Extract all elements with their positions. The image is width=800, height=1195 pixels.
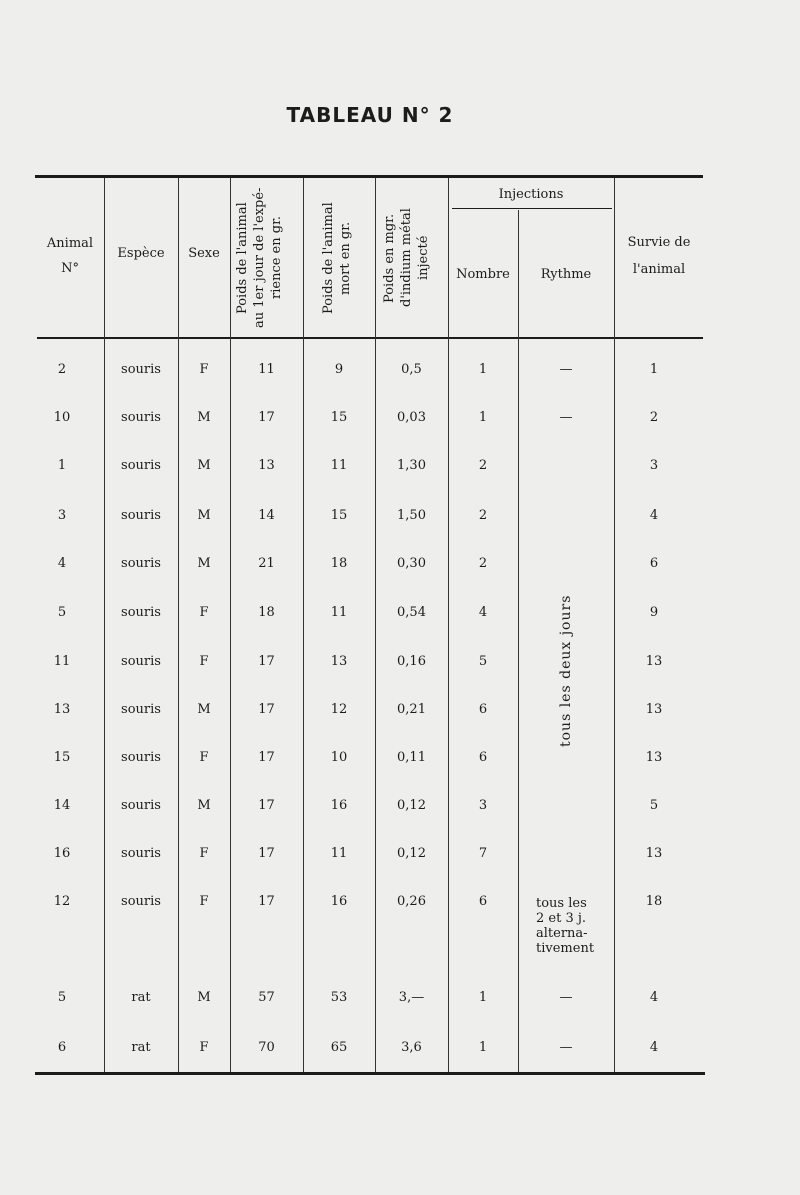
- cell-indium: 1,50: [397, 508, 426, 523]
- cell-rythme: —: [559, 410, 573, 425]
- table-row: [0, 702, 800, 722]
- cell-survie: 4: [649, 990, 659, 1005]
- cell-survie: 1: [649, 362, 659, 377]
- header-sexe: Sexe: [188, 246, 220, 261]
- table-row: [0, 410, 800, 430]
- cell-poids-mort: 65: [330, 1040, 348, 1055]
- cell-animal: 4: [57, 556, 67, 571]
- header-animal-no: N°: [61, 261, 79, 276]
- injections-rule: [452, 208, 612, 209]
- cell-poids-mort: 11: [330, 458, 348, 473]
- cell-espece: souris: [121, 654, 161, 669]
- table-title: TABLEAU N° 2: [286, 103, 454, 127]
- cell-nombre: 2: [478, 556, 488, 571]
- cell-sexe: F: [199, 750, 209, 765]
- cell-poids-mort: 10: [330, 750, 348, 765]
- cell-poids-initial: 17: [258, 750, 275, 765]
- col-divider: [518, 210, 519, 1072]
- cell-poids-initial: 21: [258, 556, 275, 571]
- header-animal-label: Animal: [46, 236, 94, 251]
- cell-sexe: M: [197, 702, 211, 717]
- cell-animal: 2: [57, 362, 67, 377]
- header-nombre: Nombre: [456, 267, 510, 282]
- cell-sexe: M: [197, 798, 211, 813]
- cell-survie: 5: [649, 798, 659, 813]
- cell-survie: 3: [649, 458, 659, 473]
- cell-poids-mort: 18: [330, 556, 348, 571]
- cell-indium: 0,03: [397, 410, 426, 425]
- cell-nombre: 7: [478, 846, 488, 861]
- cell-sexe: F: [199, 1040, 209, 1055]
- cell-espece: souris: [121, 458, 161, 473]
- cell-espece: souris: [121, 750, 161, 765]
- table-row: [0, 990, 800, 1010]
- col-divider: [375, 178, 376, 1072]
- cell-espece: rat: [131, 990, 151, 1005]
- table-row: [0, 1040, 800, 1060]
- cell-animal: 10: [53, 410, 71, 425]
- table-row: [0, 798, 800, 818]
- cell-indium: 0,5: [401, 362, 422, 377]
- cell-nombre: 4: [478, 605, 488, 620]
- cell-animal: 13: [53, 702, 71, 717]
- cell-poids-initial: 11: [258, 362, 275, 377]
- rythme-note: tous les 2 et 3 j. alterna- tivement: [536, 896, 595, 956]
- cell-sexe: M: [197, 990, 211, 1005]
- cell-indium: 3,6: [401, 1040, 422, 1055]
- cell-rythme: —: [559, 1040, 573, 1055]
- table-row: [0, 362, 800, 382]
- cell-sexe: F: [199, 605, 209, 620]
- cell-animal: 6: [57, 1040, 67, 1055]
- cell-espece: souris: [121, 508, 161, 523]
- cell-poids-mort: 53: [330, 990, 348, 1005]
- col-divider: [178, 178, 179, 1072]
- cell-nombre: 2: [478, 508, 488, 523]
- cell-nombre: 2: [478, 458, 488, 473]
- col-divider: [303, 178, 304, 1072]
- cell-espece: souris: [121, 846, 161, 861]
- cell-animal: 5: [57, 990, 67, 1005]
- cell-survie: 2: [649, 410, 659, 425]
- cell-sexe: F: [199, 846, 209, 861]
- cell-indium: 0,16: [397, 654, 426, 669]
- table-row: [0, 556, 800, 576]
- cell-indium: 3,—: [398, 990, 425, 1005]
- cell-espece: souris: [121, 556, 161, 571]
- cell-sexe: F: [199, 654, 209, 669]
- cell-poids-initial: 17: [258, 702, 275, 717]
- cell-espece: souris: [121, 702, 161, 717]
- cell-poids-initial: 70: [258, 1040, 275, 1055]
- cell-rythme: —: [559, 990, 573, 1005]
- header-survie-line1: Survie de: [627, 235, 691, 250]
- cell-animal: 14: [53, 798, 71, 813]
- cell-nombre: 1: [478, 1040, 488, 1055]
- cell-indium: 0,21: [397, 702, 426, 717]
- cell-espece: souris: [121, 894, 161, 909]
- col-divider: [104, 178, 105, 1072]
- header-poids-mort: Poids de l'animal mort en gr.: [321, 202, 353, 314]
- cell-poids-initial: 57: [258, 990, 275, 1005]
- cell-sexe: F: [199, 894, 209, 909]
- header-poids-initial: Poids de l'animal au 1er jour de l'expé- rience en gr.: [235, 187, 284, 329]
- header-rythme: Rythme: [540, 267, 592, 282]
- cell-survie: 18: [645, 894, 663, 909]
- cell-poids-mort: 9: [334, 362, 344, 377]
- cell-animal: 12: [53, 894, 71, 909]
- cell-nombre: 3: [478, 798, 488, 813]
- cell-poids-initial: 14: [258, 508, 275, 523]
- cell-poids-mort: 11: [330, 846, 348, 861]
- cell-animal: 3: [57, 508, 67, 523]
- cell-indium: 1,30: [397, 458, 426, 473]
- cell-poids-initial: 17: [258, 894, 275, 909]
- cell-poids-mort: 13: [330, 654, 348, 669]
- cell-indium: 0,12: [397, 798, 426, 813]
- top-rule: [35, 175, 703, 178]
- header-bottom-rule: [37, 337, 703, 339]
- cell-animal: 5: [57, 605, 67, 620]
- table-row: [0, 750, 800, 770]
- cell-nombre: 1: [478, 410, 488, 425]
- cell-indium: 0,30: [397, 556, 426, 571]
- header-poids-indium: Poids en mgr. d'indium métal injecté: [382, 208, 431, 308]
- cell-poids-mort: 15: [330, 410, 348, 425]
- cell-poids-initial: 17: [258, 798, 275, 813]
- cell-survie: 4: [649, 508, 659, 523]
- table-row: [0, 654, 800, 674]
- cell-espece: souris: [121, 605, 161, 620]
- cell-survie: 9: [649, 605, 659, 620]
- cell-sexe: M: [197, 458, 211, 473]
- cell-poids-mort: 12: [330, 702, 348, 717]
- cell-sexe: M: [197, 556, 211, 571]
- cell-espece: rat: [131, 1040, 151, 1055]
- cell-nombre: 6: [478, 702, 488, 717]
- cell-nombre: 1: [478, 362, 488, 377]
- col-divider: [448, 178, 449, 1072]
- bottom-rule: [35, 1072, 705, 1075]
- cell-nombre: 5: [478, 654, 488, 669]
- table-row: [0, 894, 800, 914]
- cell-survie: 13: [645, 654, 663, 669]
- table-row: [0, 508, 800, 528]
- cell-sexe: M: [197, 508, 211, 523]
- cell-espece: souris: [121, 362, 161, 377]
- table-row: [0, 846, 800, 866]
- cell-survie: 13: [645, 750, 663, 765]
- cell-indium: 0,12: [397, 846, 426, 861]
- table-row: [0, 458, 800, 478]
- cell-indium: 0,54: [397, 605, 426, 620]
- cell-animal: 11: [53, 654, 71, 669]
- rythme-span-text: tous les deux jours: [558, 594, 574, 747]
- header-animal: [36, 236, 104, 276]
- table-row: [0, 605, 800, 625]
- cell-poids-initial: 18: [258, 605, 275, 620]
- cell-poids-mort: 11: [330, 605, 348, 620]
- cell-espece: souris: [121, 410, 161, 425]
- cell-poids-initial: 17: [258, 654, 275, 669]
- col-divider: [230, 178, 231, 1072]
- cell-rythme: —: [559, 362, 573, 377]
- cell-poids-initial: 13: [258, 458, 275, 473]
- header-survie-line2: l'animal: [632, 262, 686, 277]
- cell-poids-mort: 15: [330, 508, 348, 523]
- cell-sexe: M: [197, 410, 211, 425]
- cell-survie: 13: [645, 702, 663, 717]
- cell-survie: 6: [649, 556, 659, 571]
- header-injections: Injections: [498, 187, 564, 202]
- cell-indium: 0,11: [397, 750, 426, 765]
- cell-sexe: F: [199, 362, 209, 377]
- cell-poids-initial: 17: [258, 410, 275, 425]
- header-espece: Espèce: [117, 246, 165, 261]
- cell-poids-mort: 16: [330, 894, 348, 909]
- cell-animal: 1: [57, 458, 67, 473]
- cell-poids-mort: 16: [330, 798, 348, 813]
- cell-indium: 0,26: [397, 894, 426, 909]
- cell-animal: 16: [53, 846, 71, 861]
- cell-survie: 4: [649, 1040, 659, 1055]
- cell-nombre: 1: [478, 990, 488, 1005]
- cell-poids-initial: 17: [258, 846, 275, 861]
- cell-animal: 15: [53, 750, 71, 765]
- cell-nombre: 6: [478, 750, 488, 765]
- cell-espece: souris: [121, 798, 161, 813]
- header-survie: [614, 235, 704, 277]
- cell-nombre: 6: [478, 894, 488, 909]
- cell-survie: 13: [645, 846, 663, 861]
